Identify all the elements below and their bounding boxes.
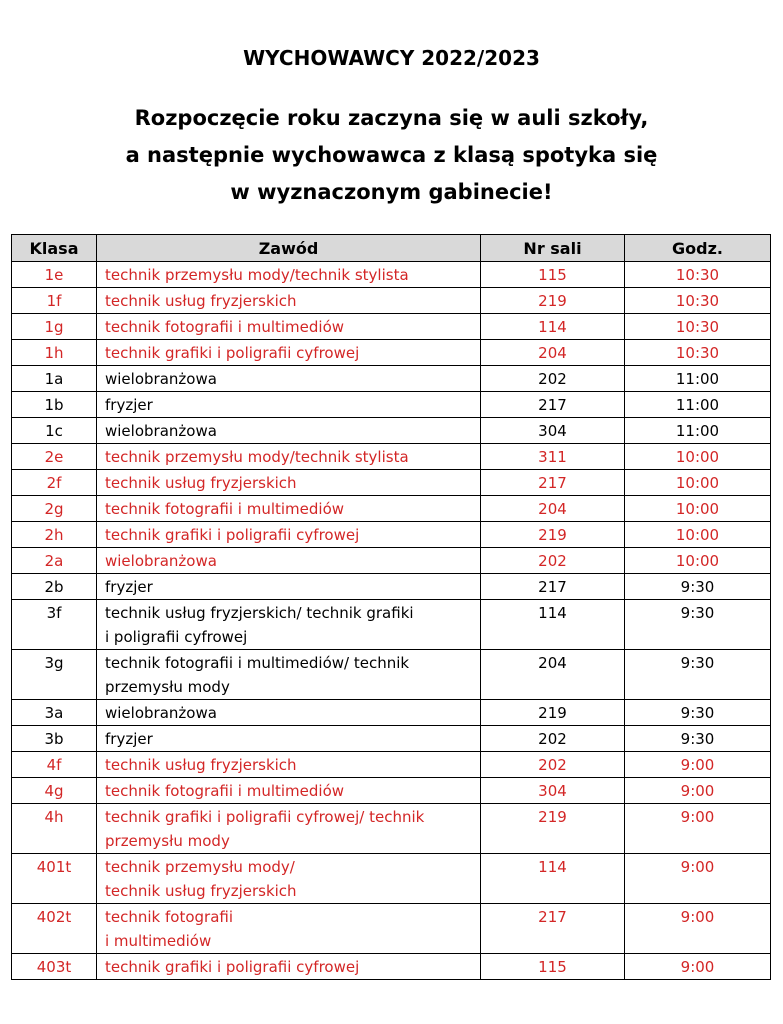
cell-klasa: 3b [12,726,97,752]
cell-godz: 10:00 [625,496,771,522]
cell-zawod [97,418,481,444]
column-header-godz: Godz. [625,235,771,262]
cell-zawod-line: fryzjer [105,396,153,414]
cell-zawod [97,804,481,854]
cell-zawod-line: technik usług fryzjerskich [105,882,297,900]
cell-klasa: 1g [12,314,97,340]
table-row [12,574,771,600]
table-row [12,340,771,366]
cell-zawod [97,522,481,548]
cell-nr-sali: 204 [481,496,625,522]
cell-zawod [97,700,481,726]
cell-klasa: 1c [12,418,97,444]
table-row [12,854,771,904]
cell-zawod [97,904,481,954]
cell-godz: 10:00 [625,444,771,470]
cell-nr-sali: 219 [481,522,625,548]
cell-godz: 11:00 [625,418,771,444]
cell-klasa: 4f [12,752,97,778]
cell-nr-sali: 217 [481,904,625,954]
cell-klasa: 1f [12,288,97,314]
cell-nr-sali: 114 [481,600,625,650]
table-row [12,418,771,444]
table-row [12,954,771,980]
cell-godz: 10:30 [625,314,771,340]
cell-godz: 10:30 [625,262,771,288]
cell-nr-sali: 304 [481,778,625,804]
cell-zawod-line: technik usług fryzjerskich/ technik grafiki [105,604,414,622]
table-row [12,366,771,392]
cell-zawod-line: technik grafiki i poligrafii cyfrowej/ technik [105,808,425,826]
cell-nr-sali: 219 [481,804,625,854]
cell-zawod [97,954,481,980]
cell-zawod-line: technik grafiki i poligrafii cyfrowej [105,526,360,544]
cell-klasa: 4h [12,804,97,854]
cell-klasa: 2b [12,574,97,600]
cell-nr-sali: 304 [481,418,625,444]
cell-klasa: 2g [12,496,97,522]
cell-zawod-line: technik fotografii [105,908,234,926]
cell-zawod-line: technik fotografii i multimediów [105,500,345,518]
table-row [12,470,771,496]
cell-zawod-line: technik fotografii i multimediów [105,782,345,800]
table-row [12,726,771,752]
announcement [0,100,783,211]
cell-nr-sali: 311 [481,444,625,470]
cell-klasa: 1e [12,262,97,288]
cell-zawod [97,600,481,650]
table-header-row [12,235,771,262]
cell-zawod [97,752,481,778]
cell-nr-sali: 217 [481,470,625,496]
cell-klasa: 3g [12,650,97,700]
cell-zawod-line: technik usług fryzjerskich [105,756,297,774]
cell-zawod [97,548,481,574]
cell-nr-sali: 114 [481,314,625,340]
cell-klasa: 2h [12,522,97,548]
cell-godz: 10:00 [625,548,771,574]
cell-zawod-line: technik usług fryzjerskich [105,292,297,310]
announcement-line: a następnie wychowawca z klasą spotyka się [125,143,658,167]
cell-klasa: 1b [12,392,97,418]
announcement-line: Rozpoczęcie roku zaczyna się w auli szkoły, [134,106,649,130]
cell-zawod-line: technik usług fryzjerskich [105,474,297,492]
cell-nr-sali: 219 [481,288,625,314]
cell-klasa: 3f [12,600,97,650]
table-row [12,904,771,954]
cell-nr-sali: 114 [481,854,625,904]
cell-zawod [97,574,481,600]
cell-godz: 9:00 [625,954,771,980]
column-header-nr-sali: Nr sali [481,235,625,262]
cell-godz: 10:00 [625,522,771,548]
table-row [12,600,771,650]
cell-zawod [97,778,481,804]
table-row [12,752,771,778]
cell-zawod [97,392,481,418]
cell-zawod-line: wielobranżowa [105,552,217,570]
cell-godz: 9:30 [625,574,771,600]
cell-godz: 10:30 [625,340,771,366]
cell-zawod [97,496,481,522]
cell-zawod-line: i poligrafii cyfrowej [105,628,248,646]
cell-zawod-line: technik grafiki i poligrafii cyfrowej [105,344,360,362]
cell-godz: 9:00 [625,778,771,804]
column-header-klasa: Klasa [12,235,97,262]
cell-zawod [97,854,481,904]
cell-zawod-line: technik przemysłu mody/technik stylista [105,448,409,466]
cell-klasa: 2e [12,444,97,470]
cell-godz: 9:30 [625,700,771,726]
cell-zawod-line: technik przemysłu mody/technik stylista [105,266,409,284]
announcement-line: w wyznaczonym gabinecie! [230,180,553,204]
cell-zawod [97,444,481,470]
cell-nr-sali: 204 [481,650,625,700]
cell-zawod-line: wielobranżowa [105,422,217,440]
cell-zawod [97,650,481,700]
cell-zawod [97,314,481,340]
cell-zawod-line: i multimediów [105,932,212,950]
cell-zawod [97,470,481,496]
cell-nr-sali: 204 [481,340,625,366]
column-header-zawod: Zawód [97,235,481,262]
cell-klasa: 403t [12,954,97,980]
table-row [12,288,771,314]
cell-godz: 9:00 [625,804,771,854]
cell-klasa: 401t [12,854,97,904]
cell-zawod-line: technik przemysłu mody/ [105,858,295,876]
table-row [12,444,771,470]
cell-nr-sali: 219 [481,700,625,726]
cell-godz: 9:30 [625,726,771,752]
cell-nr-sali: 217 [481,392,625,418]
table-body [12,262,771,980]
table-row [12,314,771,340]
table-row [12,700,771,726]
cell-godz: 11:00 [625,366,771,392]
cell-zawod [97,340,481,366]
cell-zawod-line: wielobranżowa [105,370,217,388]
cell-godz: 11:00 [625,392,771,418]
cell-nr-sali: 202 [481,548,625,574]
cell-godz: 9:30 [625,600,771,650]
cell-klasa: 1a [12,366,97,392]
cell-zawod-line: technik grafiki i poligrafii cyfrowej [105,958,360,976]
cell-nr-sali: 115 [481,262,625,288]
cell-zawod-line: wielobranżowa [105,704,217,722]
cell-godz: 9:00 [625,854,771,904]
cell-klasa: 4g [12,778,97,804]
cell-zawod [97,288,481,314]
cell-godz: 9:30 [625,650,771,700]
cell-klasa: 3a [12,700,97,726]
cell-godz: 9:00 [625,752,771,778]
table-row [12,804,771,854]
table-row [12,778,771,804]
table-row [12,650,771,700]
cell-godz: 10:00 [625,470,771,496]
cell-nr-sali: 202 [481,726,625,752]
cell-klasa: 2a [12,548,97,574]
cell-klasa: 2f [12,470,97,496]
table-row [12,548,771,574]
cell-zawod-line: fryzjer [105,578,153,596]
cell-zawod [97,262,481,288]
cell-zawod [97,366,481,392]
schedule-table [11,234,771,980]
cell-zawod-line: technik fotografii i multimediów [105,318,345,336]
cell-godz: 10:30 [625,288,771,314]
cell-zawod-line: technik fotografii i multimediów/ technik [105,654,410,672]
table-row [12,522,771,548]
cell-zawod-line: przemysłu mody [105,678,230,696]
page-title: WYCHOWAWCY 2022/2023 [243,46,540,70]
cell-zawod-line: fryzjer [105,730,153,748]
cell-zawod [97,726,481,752]
cell-klasa: 402t [12,904,97,954]
table-row [12,496,771,522]
cell-klasa: 1h [12,340,97,366]
cell-nr-sali: 115 [481,954,625,980]
cell-godz: 9:00 [625,904,771,954]
table-row [12,392,771,418]
table-row [12,262,771,288]
cell-zawod-line: przemysłu mody [105,832,230,850]
cell-nr-sali: 217 [481,574,625,600]
cell-nr-sali: 202 [481,366,625,392]
cell-nr-sali: 202 [481,752,625,778]
